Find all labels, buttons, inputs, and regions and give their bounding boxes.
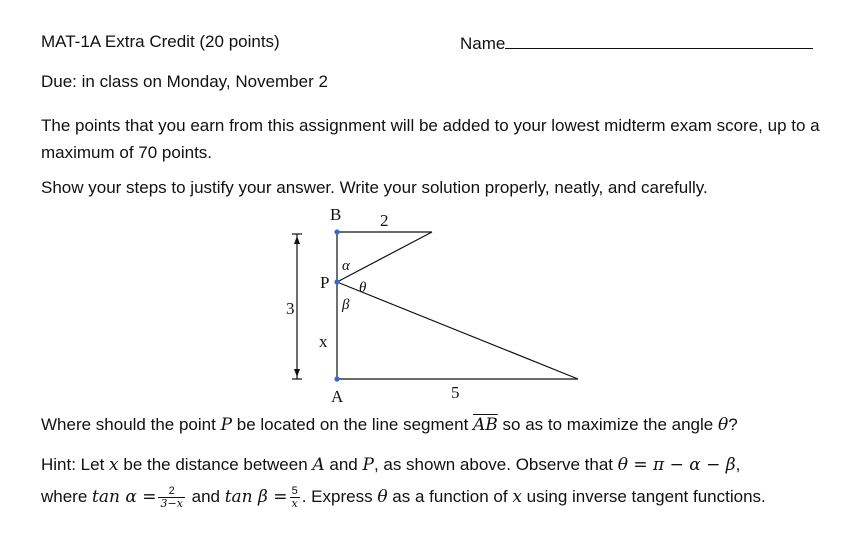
alpha-fraction: $\frac{2}{3-x}$	[160, 485, 183, 510]
label-side-length: 3	[286, 299, 295, 318]
point-p	[334, 279, 339, 284]
label-top-length: 2	[380, 211, 389, 230]
name-label: Name	[460, 34, 506, 53]
label-distance: x	[319, 332, 328, 351]
segment-p-top	[337, 232, 432, 282]
hint-text: Hint: Let x be the distance between A and P, as shown above. Observe that θ = π − α − β,	[41, 455, 741, 475]
label-bottom-length: 5	[451, 383, 460, 402]
segment-p-bottom	[337, 282, 578, 379]
intro-paragraph: The points that you earn from this assignment will be added to your lowest midterm exam score, up to a maximum of 70 points.	[41, 116, 820, 162]
label-p: P	[320, 273, 330, 292]
point-a	[334, 376, 339, 381]
theta-formula: θ = π − α − β	[617, 455, 736, 475]
point-b	[334, 229, 339, 234]
due-date: Due: in class on Monday, November 2	[41, 72, 328, 91]
label-alpha: α	[342, 258, 350, 274]
instructions: Show your steps to justify your answer. Write your solution properly, neatly, and carefully.	[41, 178, 708, 197]
label-b: B	[330, 205, 342, 224]
label-theta: θ	[359, 280, 367, 296]
segment-ab-notation: $\overline{AB}$	[473, 415, 498, 435]
label-a: A	[331, 387, 344, 406]
hint-continuation: where tan α = $\frac{2}{3-x}$ and tan β = $\frac{5}{x}$ . Express θ as a function of x using inverse tangent functions.	[41, 485, 766, 510]
assignment-title: MAT-1A Extra Credit (20 points)	[41, 32, 280, 51]
beta-fraction: $\frac{5}{x}$	[291, 485, 298, 510]
question-text: Where should the point P be located on the line segment $\overline{AB}$ so as to maximize the angle θ?	[41, 415, 738, 435]
label-beta: β	[342, 297, 350, 313]
